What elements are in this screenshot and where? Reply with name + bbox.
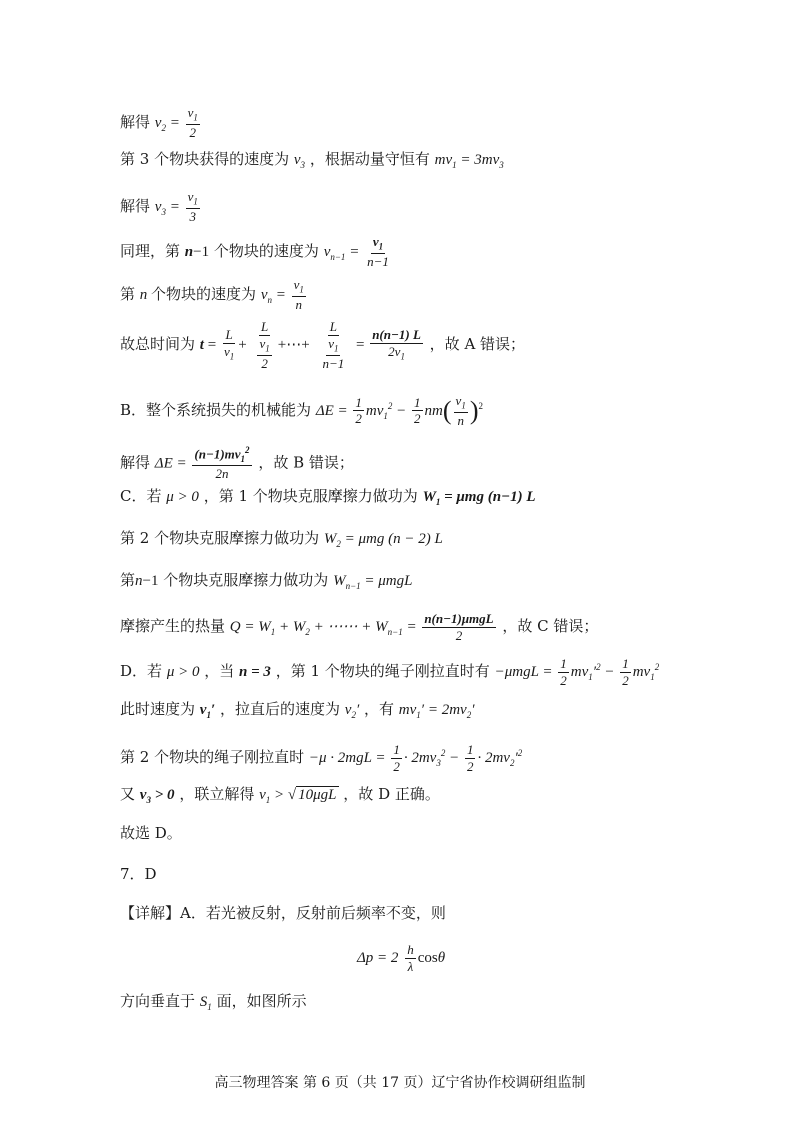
- text-label: 同理，第: [120, 241, 181, 260]
- formula-t: t: [199, 337, 204, 354]
- text-prefix: 解得: [120, 196, 151, 215]
- solution-line-vn: [120, 278, 308, 312]
- text-label: 此时速度为: [120, 700, 196, 718]
- solution-line-wn-1: 第n−1 个物块克服摩擦力做功为 $W_{n-1} = \mu mgL$: [120, 571, 413, 591]
- fraction-half: $\frac{1}{2}$: [393, 742, 400, 774]
- text-label: 第 2 个物块的绳子刚拉直时: [120, 748, 305, 767]
- solution-line-total-time: 故总时间为 t = $\frac{L}{v_1}$ + $\frac{L}{\frac{v_1}{2}}$ +⋯+ $\frac{L}{\frac{v_1}{n-1}}$ = $\frac{n(n-1) L}{2v_1}$ ，故 A 错误；: [120, 319, 526, 371]
- formula-v3-positive: $v_3 > 0$: [139, 787, 175, 805]
- text-label: ，拉直后的速度为: [219, 700, 340, 718]
- fraction-v1-over-n-1: $\frac{v_1}{n-1}$: [367, 234, 389, 270]
- formula-momentum: $mv_1 = 3mv_3$: [434, 152, 504, 170]
- formula-v2: $v_2$ =: [154, 114, 184, 133]
- formula-v2-prime: $v_2'$: [344, 702, 360, 720]
- solution-line-d-condition: D．若 μ > 0 ，当 n = 3 ，第 1 个物块的绳子刚拉直时有 −μmgL = $\frac{1}{2}$ $mv_1'^2$ − $\frac{1}{2}$ $mv_1^2$: [120, 656, 660, 688]
- formula-n-1: n: [135, 573, 143, 589]
- text-label: ，当: [204, 662, 235, 681]
- question-number: [120, 867, 157, 882]
- text-label: 第: [120, 284, 136, 303]
- formula-w2: $W_2 = \mu mg$ (n − 2) L: [323, 531, 443, 549]
- formula-delta-e: ΔE =: [315, 402, 352, 419]
- formula-vn: $v_n$ =: [260, 286, 290, 305]
- fraction-half: $\frac{1}{2}$: [560, 656, 567, 688]
- text-label: ，第 1 个物块的绳子刚拉直时有: [275, 662, 490, 681]
- text-label: ，第 1 个物块克服摩擦力做功为: [203, 487, 418, 505]
- text-suffix: ，故 B 错误；: [258, 453, 354, 472]
- text-label: ，有: [364, 700, 395, 718]
- text-suffix: ，故 C 错误；: [502, 617, 599, 636]
- text-suffix: 面，如图所示: [216, 992, 307, 1010]
- fraction-half: $\frac{1}{2}$: [466, 742, 474, 774]
- fraction-v1-over-3: $\frac{v_1}{3}$: [187, 189, 198, 225]
- solution-line-energy-loss: B．整个系统损失的机械能为 ΔE = $\frac{1}{2}$ $mv_1^2$ − $\frac{1}{2}$ nm( $\frac{v_1}{n}$ )$^2$: [120, 393, 483, 429]
- formula-mu-positive: μ > 0: [166, 489, 199, 505]
- text-label: 又: [120, 785, 136, 803]
- text-label: 第: [120, 573, 136, 589]
- fraction-L-over-v1-2: $\frac{L}{\frac{v_1}{2}}$: [259, 319, 270, 371]
- text-suffix: ，故 D 正确。: [343, 785, 440, 803]
- text-label: ，根据动量守恒有: [309, 150, 430, 168]
- formula-v1-prime: $v_1'$: [199, 702, 216, 720]
- formula-vn-1: $v_{n-1}$ =: [323, 243, 364, 262]
- fraction-heat: $\frac{\text{n(n−1)μmgL}}{2}$: [424, 611, 494, 643]
- formula-w1: $W_1 = \mu mg$ (n−1) L: [422, 489, 536, 507]
- formula-v3: $v_3$ =: [154, 198, 184, 217]
- solution-line-w2: [120, 531, 443, 549]
- answer-choice: [120, 826, 182, 841]
- fraction-half: $\frac{1}{2}$: [355, 394, 362, 427]
- formula-mu-positive: μ > 0: [166, 664, 200, 681]
- solution-line-v3-momentum: [120, 152, 504, 170]
- text-label: 故总时间为: [120, 335, 196, 354]
- solution-line-c-w1: [120, 489, 536, 507]
- formula-n-1: n: [184, 243, 194, 260]
- text-label: 个物块的速度为: [151, 284, 257, 303]
- text-label: 第 2 个物块克服摩擦力做功为: [120, 529, 320, 547]
- text-label: 方向垂直于: [120, 992, 196, 1010]
- formula-delta-p: Δp = 2: [357, 950, 399, 967]
- detail-text: 【详解】A．若光被反射，反射前后频率不变，则: [120, 904, 446, 922]
- text-label: 个物块克服摩擦力做功为: [163, 571, 329, 589]
- fraction-v1-over-n: $\frac{v_1}{n}$: [293, 277, 304, 313]
- solution-line-delta-e-result: [120, 446, 354, 481]
- fraction-L-over-v1: $\frac{L}{v_1}$: [223, 327, 235, 362]
- formula-s1: $S_1$: [199, 994, 212, 1012]
- solution-line-energy-2: 第 2 个物块的绳子刚拉直时 −μ · 2mgL = $\frac{1}{2}$ · $2mv_3^2$ − $\frac{1}{2}$ · $2mv_2'^2$: [120, 742, 523, 774]
- fraction-half: $\frac{1}{2}$: [622, 656, 629, 688]
- formula-n: n: [139, 286, 152, 303]
- text-prefix: 解得: [120, 453, 151, 472]
- text-label: 个物块的速度为: [213, 241, 319, 260]
- answer-text: 故选 D。: [120, 824, 182, 842]
- text-prefix: 解得: [120, 112, 151, 131]
- formula-v1-bound: $v_1$ > √ 10μgL: [259, 787, 337, 805]
- fraction-delta-e-result: $\frac{(n-1)mv_1^2}{2n}$: [194, 445, 250, 482]
- direction-line: [120, 994, 307, 1012]
- text-label: 第 3 个物块获得的速度为: [120, 150, 290, 168]
- solution-line-heat: [120, 612, 598, 642]
- fraction-total-time: $\frac{n(n-1) L}{2v_1}$: [372, 327, 421, 362]
- solution-line-conclusion-d: [120, 786, 440, 805]
- formula-v3: $v_3$: [293, 152, 306, 170]
- formula-wn-1: $W_{n-1} = \mu mgL$: [333, 573, 413, 591]
- formula-n-3: n = 3: [239, 664, 271, 681]
- text-label: 摩擦产生的热量: [120, 617, 226, 636]
- detail-heading-line: [120, 906, 446, 921]
- solution-line-vn-1: 同理，第 n−1 个物块的速度为 $v_{n-1}$ = $\frac{v_1}{n-1}$: [120, 234, 389, 270]
- formula-energy-2: −μ · 2mgL =: [308, 750, 390, 767]
- solution-line-v2: [120, 106, 202, 140]
- fraction-half: $\frac{1}{2}$: [414, 394, 421, 427]
- text-label: ，联立解得: [179, 785, 255, 803]
- text-label: D．若: [120, 662, 163, 681]
- text-suffix: ，故 A 错误；: [429, 335, 526, 354]
- formula-momentum-2: $mv_1' = 2mv_2'$: [398, 702, 475, 720]
- solution-line-speeds: [120, 702, 474, 720]
- question-answer-text: 7．D: [120, 865, 157, 883]
- fraction-L-over-v1-n-1: $\frac{L}{\frac{v_1}{n-1}}$: [322, 319, 345, 371]
- solution-line-v3: [120, 190, 202, 224]
- formula-delta-e: ΔE =: [154, 455, 191, 472]
- fraction-h-over-lambda: $\frac{h}{\lambda}$: [407, 942, 414, 974]
- text-label: C．若: [120, 487, 162, 505]
- fraction-v1-over-n: $\frac{v_1}{n}$: [455, 393, 466, 429]
- fraction-v1-over-2: $\frac{v_1}{2}$: [187, 105, 198, 141]
- text-label: B．整个系统损失的机械能为: [120, 400, 312, 419]
- momentum-change-equation: Δp = 2 $\frac{h}{\lambda}$ cosθ: [357, 942, 446, 974]
- page-footer: 高三物理答案 第 6 页（共 17 页）辽宁省协作校调研组监制: [214, 1075, 586, 1091]
- formula-energy-1: −μmgL =: [494, 664, 557, 681]
- formula-q: $Q = W_1 + W_2$ + ⋯⋯ + $W_{n-1}$ =: [229, 619, 421, 638]
